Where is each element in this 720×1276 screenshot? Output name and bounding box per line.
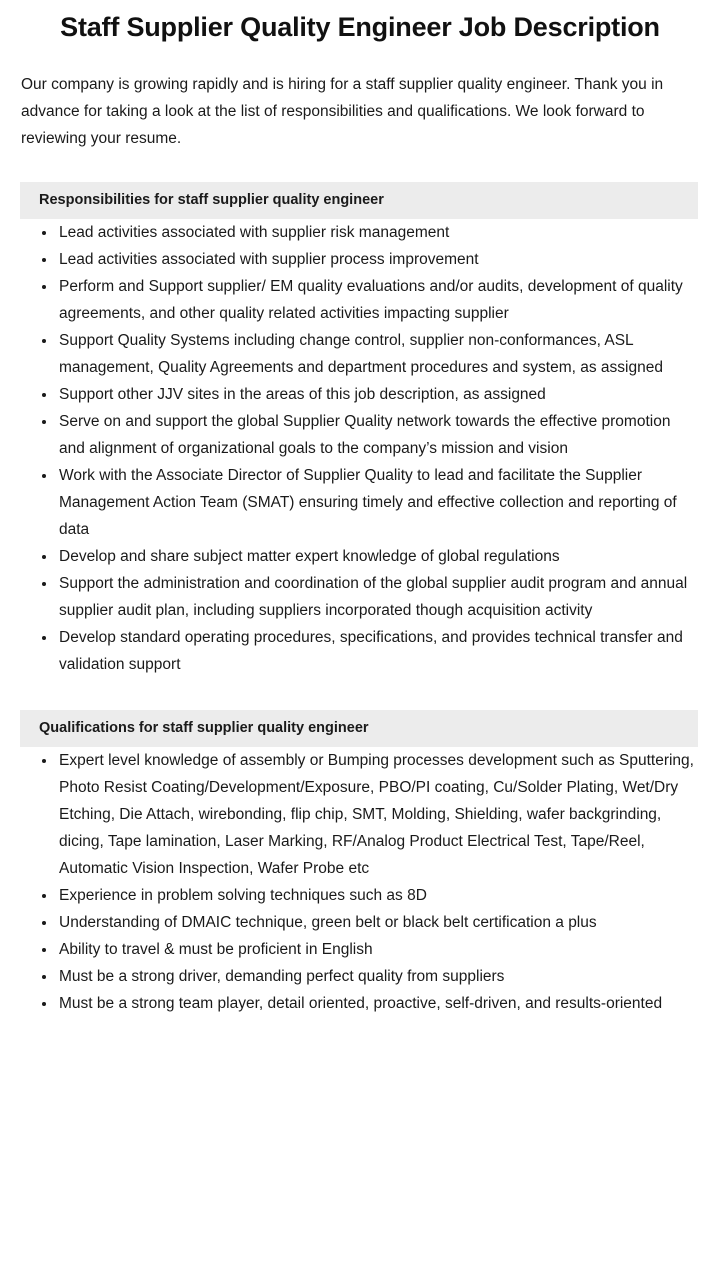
list-item: Lead activities associated with supplier risk management <box>0 219 720 246</box>
intro-paragraph: Our company is growing rapidly and is hiring for a staff supplier quality engineer. Thank you in advance for taking a look at the list of responsibilities and qualifications. We look forward to reviewing your resume. <box>21 75 664 147</box>
section-responsibilities <box>0 182 720 678</box>
list-item: Must be a strong driver, demanding perfect quality from suppliers <box>0 963 720 990</box>
list-item: Ability to travel & must be proficient in English <box>0 936 720 963</box>
section-header-qualifications: Qualifications for staff supplier quality engineer <box>20 710 698 747</box>
list-item: Perform and Support supplier/ EM quality evaluations and/or audits, development of quality agreements, and other quality related activities impacting supplier <box>0 273 720 327</box>
list-item: Work with the Associate Director of Supplier Quality to lead and facilitate the Supplier Management Action Team (SMAT) ensuring timely and effective collection and reporting of data <box>0 462 720 543</box>
section-qualifications <box>0 710 720 1017</box>
qualifications-list <box>0 747 720 1017</box>
page-bottom-spacer <box>0 1017 720 1057</box>
list-item: Develop standard operating procedures, specifications, and provides technical transfer and validation support <box>0 624 720 678</box>
list-item: Must be a strong team player, detail oriented, proactive, self-driven, and results-oriented <box>0 990 720 1017</box>
list-item: Support Quality Systems including change control, supplier non-conformances, ASL management, Quality Agreements and department procedures and system, as assigned <box>0 327 720 381</box>
list-item: Support other JJV sites in the areas of this job description, as assigned <box>0 381 720 408</box>
list-item: Develop and share subject matter expert knowledge of global regulations <box>0 543 720 570</box>
list-item: Experience in problem solving techniques such as 8D <box>0 882 720 909</box>
list-item: Serve on and support the global Supplier Quality network towards the effective promotion and alignment of organizational goals to the company’s mission and vision <box>0 408 720 462</box>
list-item: Understanding of DMAIC technique, green belt or black belt certification a plus <box>0 909 720 936</box>
responsibilities-list <box>0 219 720 678</box>
list-item: Lead activities associated with supplier process improvement <box>0 246 720 273</box>
page-title: Staff Supplier Quality Engineer Job Description <box>60 12 660 42</box>
list-item: Support the administration and coordination of the global supplier audit program and annual supplier audit plan, including suppliers incorporated though acquisition activity <box>0 570 720 624</box>
section-header-responsibilities: Responsibilities for staff supplier quality engineer <box>20 182 698 219</box>
list-item: Expert level knowledge of assembly or Bumping processes development such as Sputtering, Photo Resist Coating/Development/Exposure, PBO/PI coating, Cu/Solder Plating, Wet/Dry Etching, Die Attach, wirebonding, flip chip, SMT, Molding, Shielding, wafer backgrinding, dicing, Tape lamination, Laser Marking, RF/Analog Product Electrical Test, Tape/Reel, Automatic Vision Inspection, Wafer Probe etc <box>0 747 720 882</box>
